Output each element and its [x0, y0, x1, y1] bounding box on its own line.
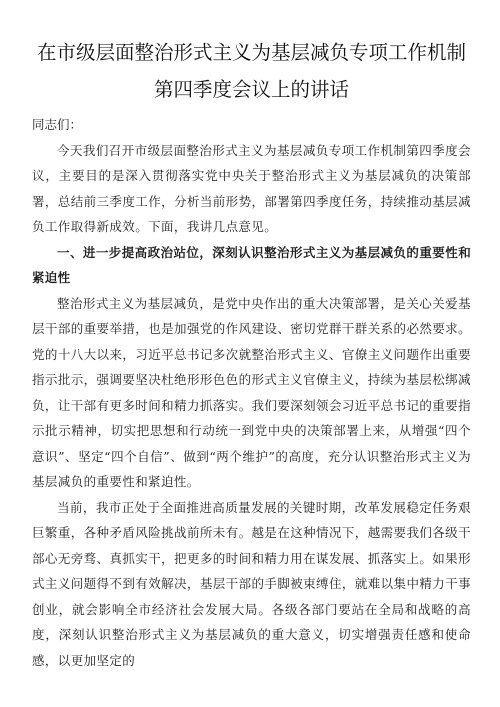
paragraph-current-situation: 当前，我市正处于全面推进高质量发展的关键时期，改革发展稳定任务艰巨繁重，各种矛盾风险挑战前所未有。越是在这种情况下，越需要我们各级干部心无旁骛、真抓实干，把更多的时间和精力用在谋发展、抓落实上。如果形式主义问题得不到有效解决，基层干部的手脚被束缚住，就难以集中精力干事创业，就会影响全市经济社会发展大局。各级各部门要站在全局和战略的高度，深刻认识整治形式主义为基层减负的重大意义，切实增强责任感和使命感，以更加坚定的: [32, 499, 471, 668]
paragraph-opening: 今天我们召开市级层面整治形式主义为基层减负专项工作机制第四季度会议，主要目的是深入贯彻落实党中央关于整治形式主义为基层减负的决策部署，总结前三季度工作，分析当前形势，部署第四季度任务，持续推动基层减负工作取得新成效。下面，我讲几点意见。: [32, 142, 471, 234]
document-title: 在市级层面整治形式主义为基层减负专项工作机制第四季度会议上的讲话: [36, 41, 466, 101]
paragraph-significance: 整治形式主义为基层减负，是党中央作出的重大决策部署，是关心关爱基层干部的重要举措，也是加强党的作风建设、密切党群干群关系的必然要求。党的十八大以来，习近平总书记多次就整治形式主义、官僚主义问题作出重要指示批示，强调要坚决杜绝形形色色的形式主义官僚主义，持续为基层松绑减负，让干部有更多时间和精力抓落实。我们要深刻领会习近平总书记的重要指示批示精神，切实把思想和行动统一到党中央的决策部署上来，从增强“四个意识”、坚定“四个自信”、做到“两个维护”的高度，充分认识整治形式主义为基层减负的重要性和紧迫性。: [32, 295, 471, 489]
salutation: 同志们：: [32, 117, 83, 132]
section-heading-one: 一、进一步提高政治站位，深刻认识整治形式主义为基层减负的重要性和紧迫性: [32, 244, 471, 285]
